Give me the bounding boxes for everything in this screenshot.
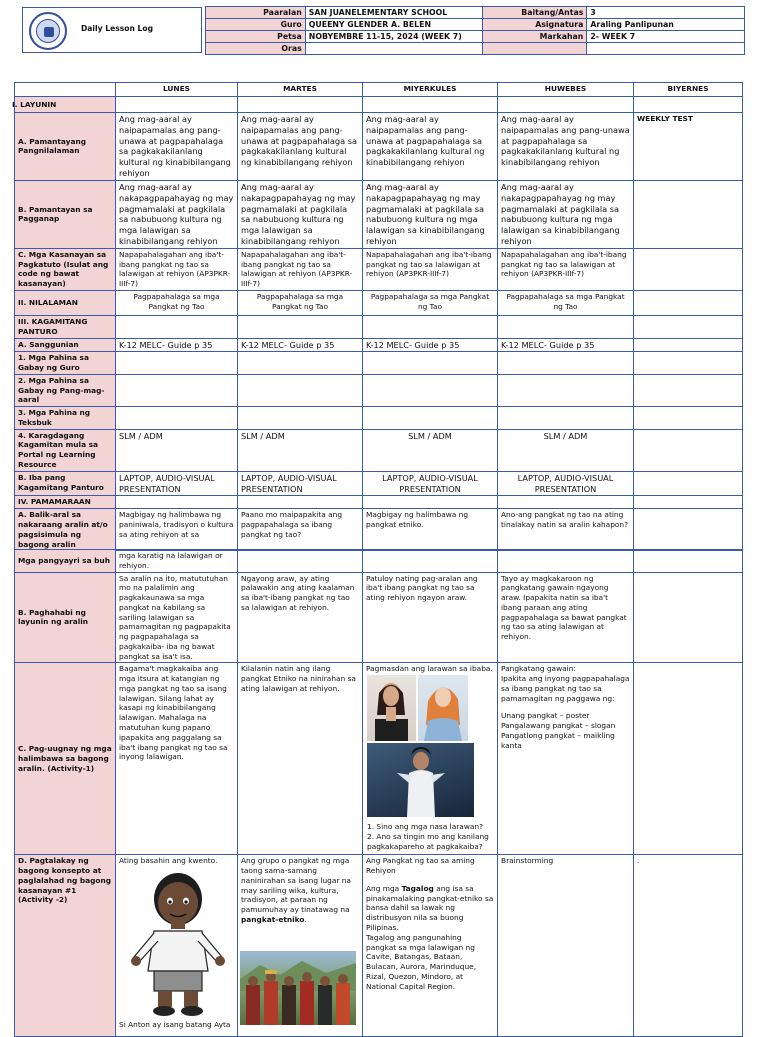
- row-label: B. Paghahabi ng layunin ng aralin: [15, 572, 116, 663]
- cell-text: K-12 MELC- Guide p 35: [498, 338, 634, 352]
- cell-text: Tagalog ang pangunahing pangkat sa mga lalawigan ng Cavite, Batangas, Bataan, Bulacan, Aurora, Marinduque, Rizal, Quezon, Mindoro, at National Capital Region.: [366, 932, 477, 991]
- cell-text: .: [634, 855, 743, 1037]
- row-label: C. Mga Kasanayan sa Pagkatuto (Isulat ang code ng bawat kasanayan): [15, 248, 116, 290]
- row-label: II. NILALAMAN: [15, 291, 116, 316]
- cell-text: Pagpapahalaga sa mga Pangkat ng Tao: [116, 291, 238, 316]
- definition-term: pangkat-etniko: [241, 915, 305, 925]
- cell-text: Ano-ang pangkat ng tao na ating tinalakay natin sa aralin kahapon?: [498, 509, 634, 551]
- row-label: C. Pag-uugnay ng mga halimbawa sa bagong aralin. (Activity-1): [15, 663, 116, 855]
- cell-text: Ngayong araw, ay ating palawakin ang ating kaalaman sa iba't-ibang pangkat ng tao sa lalawigan at rehiyon.: [238, 572, 363, 663]
- group-3: Pangatlong pangkat – maikling kanta: [501, 731, 615, 750]
- cell-text: K-12 MELC- Guide p 35: [238, 338, 363, 352]
- question-2: 2. Ano sa tingin mo ang kanilang pagkakapareho at pagkakaiba?: [367, 832, 489, 851]
- cell-text: Napapahalagahan ang iba't-ibang pangkat ng tao sa lalawigan at rehiyon (AP3PKR-IIIf-7): [498, 248, 634, 290]
- row-label: IV. PAMAMARAAN: [15, 496, 116, 509]
- row-label: A. Balik-aral sa nakaraang aralin at/o pagsisimula ng bagong aralin: [15, 509, 116, 551]
- table-row: [15, 407, 743, 430]
- header-label: Baitang/Antas: [483, 7, 587, 19]
- cell-text: SLM / ADM: [498, 429, 634, 471]
- table-row: [15, 855, 743, 1037]
- header-label: Markahan: [483, 31, 587, 43]
- header-value: [305, 43, 483, 55]
- row-label: A. Sanggunian: [15, 338, 116, 352]
- day-header-row: [15, 83, 743, 97]
- row-label: 4. Karagdagang Kagamitan mula sa Portal ng Learning Resource: [15, 429, 116, 471]
- photo-pageant: [367, 743, 474, 817]
- cell-text: Magbigay ng halimbawa ng pangkat etniko.: [363, 509, 498, 551]
- question-list: [367, 822, 495, 851]
- header-label: Petsa: [206, 31, 306, 43]
- cell-text: ang isa sa pinakamalaking pangkat-etniko sa bansa dahil sa lawak ng distribusyon nila sa buong Pilipinas.: [366, 883, 494, 933]
- table-row: [15, 352, 743, 375]
- cell-text: Pagpapahalaga sa mga Pangkat ng Tao: [363, 291, 498, 316]
- cell-text: SLM / ADM: [363, 429, 498, 471]
- cell-text: LAPTOP, AUDIO-VISUAL PRESENTATION: [238, 471, 363, 496]
- cell-text: Sa aralin na ito, matututuhan mo na palalimin ang pagkakaunawa sa mga pangkat na kabilang sa sariling lalawigan sa pamamagitan ng pagpapakita ng pagpapahalaga sa pagkakaiba- iba ng bawat pangkat sa isa't isa.: [116, 572, 238, 663]
- cell-text: Napapahalagahan ang iba't-ibang pangkat ng tao sa lalawigan at rehiyon (AP3PKR-IIIf-7): [116, 248, 238, 290]
- photo-ethnic-group: [240, 951, 356, 1025]
- table-row: [15, 663, 743, 855]
- deped-seal-icon: [29, 12, 67, 50]
- cell-text: Ang mag-aaral ay nakapagpapahayag ng may pagmamalaki at pagkilala sa nabubuong kultura ng mga lalawigan sa kinabibilangang rehiyon: [238, 180, 363, 248]
- photo-woman-1: [367, 675, 416, 741]
- cell-text: LAPTOP, AUDIO-VISUAL PRESENTATION: [498, 471, 634, 496]
- cell-text: Ang mga: [366, 883, 400, 893]
- header-label: [483, 43, 587, 55]
- header-label: Paaralan: [206, 7, 306, 19]
- table-row: [15, 291, 743, 316]
- photo-woman-2: [418, 675, 468, 741]
- header-label: Guro: [206, 19, 306, 31]
- day-header-biyernes: BIYERNES: [634, 83, 743, 97]
- cell-text: K-12 MELC- Guide p 35: [363, 338, 498, 352]
- lesson-plan-table-1: [14, 82, 743, 551]
- cell-text: Patuloy nating pag-aralan ang iba't ibang pangkat ng tao sa ating rehiyon ngayon araw.: [363, 572, 498, 663]
- cell-text: Ang mag-aaral ay nakapagpapahayag ng may pagmamalaki at pagkilala sa nabubuong kultura ng mga lalawigan sa kinabibilangang rehiyon: [498, 180, 634, 248]
- row-label: B. Iba pang Kagamitang Panturo: [15, 471, 116, 496]
- day-header-lunes: LUNES: [116, 83, 238, 97]
- document-title: Daily Lesson Log: [81, 24, 154, 33]
- header-label: Asignatura: [483, 19, 587, 31]
- cell-with-photos: [363, 663, 498, 855]
- cell-text: Pagpapahalaga sa mga Pangkat ng Tao: [238, 291, 363, 316]
- cell-title: Ang Pangkat ng tao sa aming Rehiyon: [366, 856, 475, 876]
- header-value: 2- WEEK 7: [587, 31, 745, 43]
- row-label: 2. Mga Pahina sa Gabay ng Pang-mag-aaral: [15, 374, 116, 406]
- header-value: [587, 43, 745, 55]
- cell-text: Magbigay ng halimbawa ng paniniwala, tradisyon o kultura sa ating rehiyon at sa: [116, 509, 238, 551]
- cell-text: Bagama't magkakaiba ang mga itsura at katangian ng mga pangkat ng tao sa isang lalawigan. Silang lahat ay kasapi ng kinabibilangang lalawigan. Mahalaga na matutuhan kung papano ipapakita ang paggalang sa iba't ibang pangkat ng tao sa inyong lalawigan.: [116, 663, 238, 855]
- cell-text: Paano mo maipapakita ang pagpapahalaga sa ibang pangkat ng tao?: [238, 509, 363, 551]
- table-row: [15, 248, 743, 290]
- table-row: [15, 496, 743, 509]
- header-row: [206, 31, 745, 43]
- cell-text: SLM / ADM: [116, 429, 238, 471]
- row-label: 1. Mga Pahina sa Gabay ng Guro: [15, 352, 116, 375]
- table-row: [15, 338, 743, 352]
- header-value: SAN JUANELEMENTARY SCHOOL: [305, 7, 483, 19]
- definition-cell: Ang grupo o pangkat ng mga taong sama-samang naninirahan sa isang lugar na may sariling wika, kultura, tradisyon, at paraan ng pamumuhay ay tinatawag na pangkat-etniko.: [238, 855, 363, 1037]
- day-header-huwebes: HUWEBES: [498, 83, 634, 97]
- cell-text: Ang mag-aaral ay nakapagpapahayag ng may pagmamalaki at pagkilala sa nabubuong kultura ng mga lalawigan sa kinabibilangang rehiyon: [363, 180, 498, 248]
- section-label-layunin: I. LAYUNIN: [15, 97, 116, 113]
- row-label: D. Pagtalakay ng bagong konsepto at paglalahad ng bagong kasanayan #1 (Activity -2): [15, 855, 116, 1037]
- cell-text: Ang mag-aaral ay naipapamalas ang pang-unawa at pagpapahalaga sa pagkakakilanlang kultural ng kinabibilangang rehiyon: [116, 113, 238, 181]
- row-label: III. KAGAMITANG PANTURO: [15, 316, 116, 339]
- cell-text: Ang mag-aaral ay naipapamalas ang pang-unawa at pagpapahalaga sa pagkakakilanlang kultural ng kinabibilangang rehiyon: [498, 113, 634, 181]
- question-1: 1. Sino ang mga nasa larawan?: [367, 822, 483, 832]
- table-row: [15, 550, 743, 573]
- group-2: Pangalawang pangkat – slogan: [501, 721, 616, 731]
- row-label: Mga pangyayri sa buh: [15, 550, 116, 573]
- cell-text: SLM / ADM: [238, 429, 363, 471]
- row-label: 3. Mga Pahina ng Teksbuk: [15, 407, 116, 430]
- header-value: NOBYEMBRE 11-15, 2024 (WEEK 7): [305, 31, 483, 43]
- header-value: QUEENY GLENDER A. BELEN: [305, 19, 483, 31]
- cell-text: LAPTOP, AUDIO-VISUAL PRESENTATION: [363, 471, 498, 496]
- bold-term: Tagalog: [401, 883, 434, 893]
- cell-text: Ang mag-aaral ay naipapamalas ang pang-unawa at pagpapahalaga sa pagkakakilanlang kultural ng kinabibilangang rehiyon: [238, 113, 363, 181]
- cell-text: Pagmasdan ang larawan sa ibaba.: [366, 664, 493, 674]
- definition-text: Ang grupo o pangkat ng mga taong sama-samang naninirahan sa isang lugar na may sariling wika, kultura, tradisyon, at paraan ng pamumuhay ay tinatawag na: [241, 856, 351, 915]
- table-row: [15, 374, 743, 406]
- boy-illustration-icon: [124, 869, 232, 1017]
- lesson-plan-table-2: [14, 549, 743, 1037]
- cell-text: Ang mag-aaral ay nakapagpapahayag ng may pagmamalaki at pagkilala sa nabubuong kultura ng mga lalawigan sa kinabibilangang rehiyon: [116, 180, 238, 248]
- cell-text: Pangkatang gawain:: [501, 664, 576, 674]
- cell-text: K-12 MELC- Guide p 35: [116, 338, 238, 352]
- table-row: [15, 572, 743, 663]
- cell-text: Ating basahin ang kwento.: [119, 856, 218, 866]
- weekly-test-label: WEEKLY TEST: [634, 113, 743, 181]
- school-logo-box: [22, 7, 202, 53]
- corner-cell: [15, 83, 116, 97]
- table-row: [15, 429, 743, 471]
- table-row: [15, 180, 743, 248]
- group-activity-cell: [498, 663, 634, 855]
- table-row: [15, 113, 743, 181]
- row-label: A. Pamantayang Pangnilalaman: [15, 113, 116, 181]
- group-1: Unang pangkat – poster: [501, 711, 590, 721]
- cell-text: mga karatig na lalawigan or rehiyon.: [116, 550, 238, 573]
- header-row: [206, 43, 745, 55]
- tagalog-cell: [363, 855, 498, 1037]
- row-label: B. Pamantayan sa Pagganap: [15, 180, 116, 248]
- header-label: Oras: [206, 43, 306, 55]
- cell-text: Kilalanin natin ang ilang pangkat Etniko na ninirahan sa ating lalawigan at rehiyon.: [238, 663, 363, 855]
- cell-text: Pagpapahalaga sa mga Pangkat ng Tao: [498, 291, 634, 316]
- header-value: Araling Panlipunan: [587, 19, 745, 31]
- day-header-martes: MARTES: [238, 83, 363, 97]
- table-row: [15, 97, 743, 113]
- header-row: [206, 19, 745, 31]
- header-info-table: [205, 6, 745, 55]
- cell-text: Tayo ay magkakaroon ng pangkatang gawain ngayong araw. Ipapakita natin sa iba't ibang paraan ang ating pagpapahalaga sa bawat pangkat ng tao sa ating lalawigan at rehiyon.: [498, 572, 634, 663]
- table-row: [15, 471, 743, 496]
- story-cell: [116, 855, 238, 1037]
- table-row: [15, 509, 743, 551]
- cell-text: Ipakita ang inyong pagpapahalaga sa ibang pangkat ng tao sa pamamagitan ng paggawa ng:: [501, 674, 630, 703]
- cell-text: Napapahalagahan ang iba't-ibang pangkat ng tao sa lalawigan at rehiyon (AP3PKR-IIIf-7): [238, 248, 363, 290]
- day-header-miyerkules: MIYERKULES: [363, 83, 498, 97]
- cell-text: Napapahalagahan ang iba't-ibang pangkat ng tao sa lalawigan at rehiyon (AP3PKR-IIIf-7): [363, 248, 498, 290]
- header-row: [206, 7, 745, 19]
- header-value: 3: [587, 7, 745, 19]
- table-row: [15, 316, 743, 339]
- story-caption: Si Anton ay isang batang Ayta: [119, 1020, 231, 1030]
- cell-text: LAPTOP, AUDIO-VISUAL PRESENTATION: [116, 471, 238, 496]
- cell-text: Ang mag-aaral ay naipapamalas ang pang-unawa at pagpapahalaga sa pagkakakilanlang kultural ng kinabibilangang rehiyon: [363, 113, 498, 181]
- cell-text: Brainstorming: [498, 855, 634, 1037]
